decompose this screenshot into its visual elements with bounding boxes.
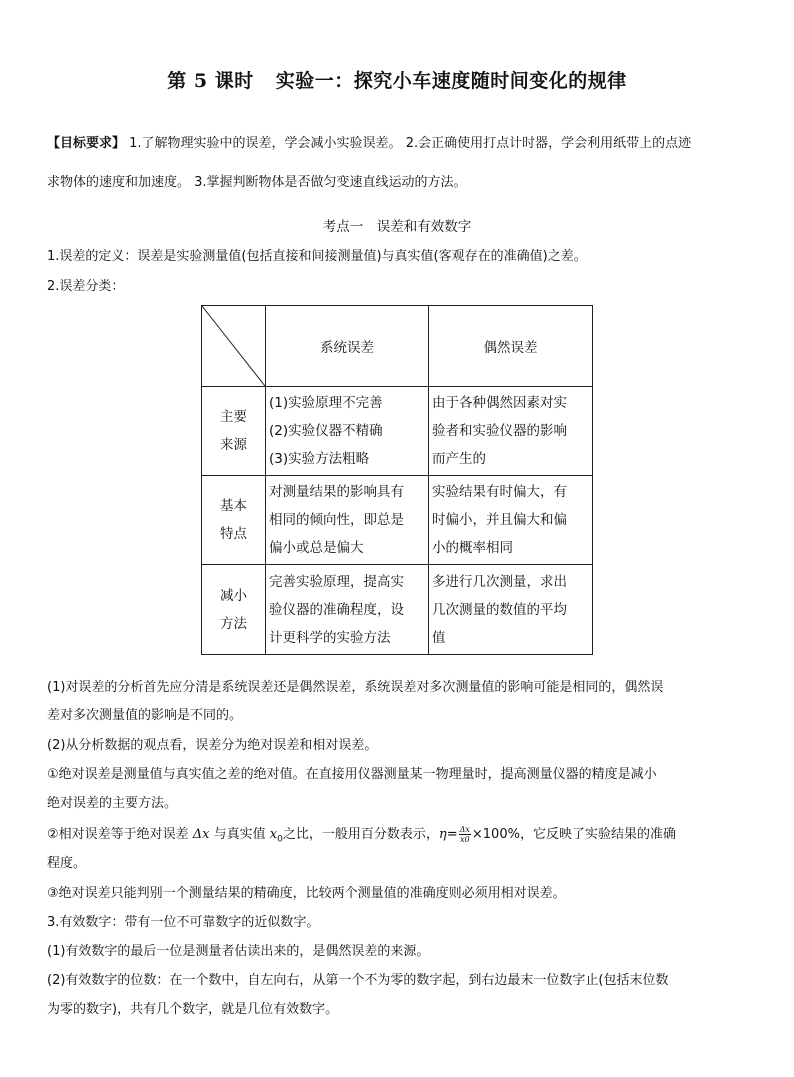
table-row [202, 387, 593, 476]
note-1-line-2: 差对多次测量值的影响是不同的。 [47, 708, 243, 723]
section-heading: 考点一 误差和有效数字 [322, 219, 472, 235]
col-header-random: 偶然误差 [429, 306, 593, 387]
note-rel-line-2: 程度。 [47, 856, 87, 871]
lesson-number: 第 5 课时 [167, 70, 254, 92]
note-abs-line-1: ①绝对误差是测量值与真实值之差的绝对值。在直接用仪器测量某一物理量时，提高测量仪器的精度是减小 [47, 767, 657, 782]
table-corner-cell [202, 306, 266, 387]
error-classification-label: 2.误差分类： [47, 279, 125, 294]
table-cell-system: 对测量结果的影响具有 相同的倾向性，即总是 偏小或总是偏大 [266, 476, 429, 565]
goals-tag: 【目标要求】 [47, 136, 126, 151]
goals-text-1: 1.了解物理实验中的误差，学会减小实验误差。 2.会正确使用打点计时器，学会利用纸带上的点迹 [129, 136, 692, 151]
delta-x-symbol: Δx [192, 827, 210, 842]
note-2: (2)从分析数据的观点看，误差分为绝对误差和相对误差。 [47, 738, 378, 753]
sig-figs-point-1: (1)有效数字的最后一位是测量者估读出来的，是偶然误差的来源。 [47, 944, 430, 959]
table-cell-random: 由于各种偶然因素对实 验者和实验仪器的影响 而产生的 [429, 387, 593, 476]
table-row [202, 565, 593, 655]
lesson-topic: 实验一：探究小车速度随时间变化的规律 [275, 70, 627, 92]
row-header: 主要 来源 [202, 387, 266, 476]
error-definition: 1.误差的定义：误差是实验测量值(包括直接和间接测量值)与真实值(客观存在的准确值)之差。 [47, 249, 587, 264]
note-compare: ③绝对误差只能判别一个测量结果的精确度，比较两个测量值的准确度则必须用相对误差。 [47, 886, 566, 901]
row-header: 减小 方法 [202, 565, 266, 655]
table-cell-random: 多进行几次测量，求出 几次测量的数值的平均 值 [429, 565, 593, 655]
goals-line-1 [47, 135, 691, 153]
page-title [0, 66, 794, 93]
diagonal-line [202, 306, 265, 386]
goals-line-2: 求物体的速度和加速度。 3.掌握判断物体是否做匀变速直线运动的方法。 [47, 175, 467, 190]
eta-symbol: η [438, 827, 447, 842]
col-header-system: 系统误差 [266, 306, 429, 387]
error-classification-table [201, 305, 593, 655]
table-row [202, 476, 593, 565]
sig-figs-point-2-line-2: 为零的数字)，共有几个数字，就是几位有效数字。 [47, 1002, 339, 1017]
row-header: 基本 特点 [202, 476, 266, 565]
x0-symbol: x [269, 827, 278, 842]
note-1-line-1: (1)对误差的分析首先应分清是系统误差还是偶然误差，系统误差对多次测量值的影响可能是相同的，偶然误 [47, 680, 664, 695]
note-abs-line-2: 绝对误差的主要方法。 [47, 796, 178, 811]
table-cell-random: 实验结果有时偏大，有 时偏小，并且偏大和偏 小的概率相同 [429, 476, 593, 565]
table-cell-system: 完善实验原理，提高实 验仪器的准确程度，设 计更科学的实验方法 [266, 565, 429, 655]
relative-error-fraction: $\frac{\Delta x}{x0}$ [459, 825, 470, 844]
sig-figs-definition: 3.有效数字：带有一位不可靠数字的近似数字。 [47, 915, 320, 930]
sig-figs-point-2-line-1: (2)有效数字的位数：在一个数中，自左向右，从第一个不为零的数字起，到右边最末一位数字止(包括末位数 [47, 973, 669, 988]
table-header-row [202, 306, 593, 387]
note-rel-line-1: ②相对误差等于绝对误差 Δx 与真实值 $x_0$之比，一般用百分数表示，η= $\frac{\Delta x}{x0}$ ×100%，它反映了实验结果的准确 [47, 825, 676, 845]
table-cell-system: (1)实验原理不完善 (2)实验仪器不精确 (3)实验方法粗略 [266, 387, 429, 476]
